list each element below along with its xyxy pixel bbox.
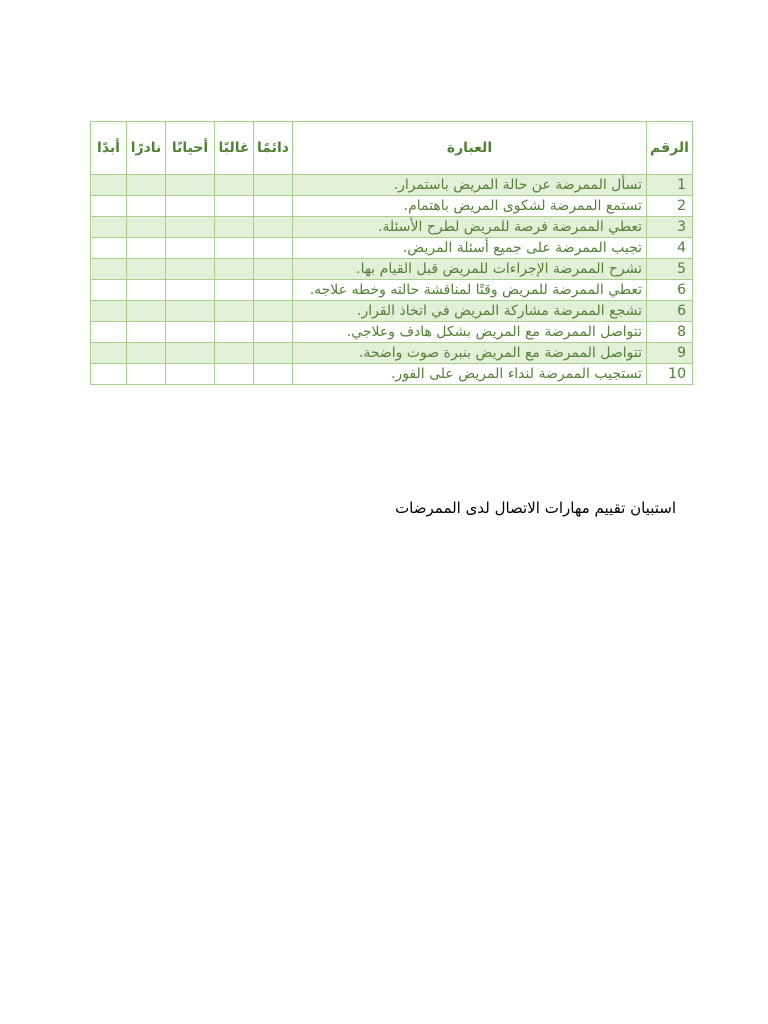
row-number: 2 bbox=[647, 196, 693, 217]
cell-sometimes[interactable] bbox=[166, 343, 215, 364]
table-row bbox=[91, 343, 693, 364]
cell-never[interactable] bbox=[91, 196, 127, 217]
row-statement: تستجيب الممرضة لنداء المريض على الفور. bbox=[293, 364, 647, 385]
cell-always[interactable] bbox=[254, 301, 293, 322]
table-caption: استبيان تقييم مهارات الاتصال لدى الممرضات bbox=[395, 499, 676, 517]
cell-always[interactable] bbox=[254, 280, 293, 301]
table-body bbox=[91, 175, 693, 385]
header-often: غالبًا bbox=[215, 122, 254, 175]
cell-never[interactable] bbox=[91, 238, 127, 259]
row-number: 8 bbox=[647, 322, 693, 343]
header-number: الرقم bbox=[647, 122, 693, 175]
cell-never[interactable] bbox=[91, 364, 127, 385]
row-statement: تعطي الممرضة فرصة للمريض لطرح الأسئلة. bbox=[293, 217, 647, 238]
cell-often[interactable] bbox=[215, 259, 254, 280]
row-number: 6 bbox=[647, 301, 693, 322]
cell-sometimes[interactable] bbox=[166, 196, 215, 217]
cell-rarely[interactable] bbox=[127, 280, 166, 301]
cell-rarely[interactable] bbox=[127, 259, 166, 280]
cell-often[interactable] bbox=[215, 322, 254, 343]
row-statement: تسأل الممرضة عن حالة المريض باستمرار. bbox=[293, 175, 647, 196]
row-statement: تعطي الممرضة للمريض وقتًا لمناقشة حالته وخطه علاجه. bbox=[293, 280, 647, 301]
cell-often[interactable] bbox=[215, 175, 254, 196]
cell-always[interactable] bbox=[254, 364, 293, 385]
cell-never[interactable] bbox=[91, 322, 127, 343]
cell-never[interactable] bbox=[91, 343, 127, 364]
cell-always[interactable] bbox=[254, 217, 293, 238]
row-statement: تتواصل الممرضة مع المريض بشكل هادف وعلاجي. bbox=[293, 322, 647, 343]
cell-always[interactable] bbox=[254, 322, 293, 343]
cell-rarely[interactable] bbox=[127, 364, 166, 385]
survey-table bbox=[90, 121, 693, 385]
cell-often[interactable] bbox=[215, 301, 254, 322]
row-number: 5 bbox=[647, 259, 693, 280]
cell-often[interactable] bbox=[215, 280, 254, 301]
table-header bbox=[91, 122, 693, 175]
header-statement: العبارة bbox=[293, 122, 647, 175]
cell-never[interactable] bbox=[91, 217, 127, 238]
cell-rarely[interactable] bbox=[127, 175, 166, 196]
cell-often[interactable] bbox=[215, 217, 254, 238]
cell-sometimes[interactable] bbox=[166, 217, 215, 238]
cell-always[interactable] bbox=[254, 238, 293, 259]
row-statement: تجيب الممرضة على جميع أسئلة المريض. bbox=[293, 238, 647, 259]
table-row bbox=[91, 280, 693, 301]
table-row bbox=[91, 301, 693, 322]
cell-often[interactable] bbox=[215, 343, 254, 364]
header-always: دائمًا bbox=[254, 122, 293, 175]
table-row bbox=[91, 364, 693, 385]
cell-always[interactable] bbox=[254, 259, 293, 280]
cell-rarely[interactable] bbox=[127, 238, 166, 259]
cell-sometimes[interactable] bbox=[166, 238, 215, 259]
row-number: 4 bbox=[647, 238, 693, 259]
cell-never[interactable] bbox=[91, 175, 127, 196]
row-number: 3 bbox=[647, 217, 693, 238]
row-statement: تشجع الممرضة مشاركة المريض في اتخاذ القرار. bbox=[293, 301, 647, 322]
cell-never[interactable] bbox=[91, 301, 127, 322]
cell-sometimes[interactable] bbox=[166, 364, 215, 385]
cell-never[interactable] bbox=[91, 280, 127, 301]
cell-always[interactable] bbox=[254, 175, 293, 196]
cell-sometimes[interactable] bbox=[166, 175, 215, 196]
row-statement: تتواصل الممرضة مع المريض بنبرة صوت واضحة. bbox=[293, 343, 647, 364]
header-sometimes: أحيانًا bbox=[166, 122, 215, 175]
cell-rarely[interactable] bbox=[127, 322, 166, 343]
table-row bbox=[91, 217, 693, 238]
cell-rarely[interactable] bbox=[127, 217, 166, 238]
cell-always[interactable] bbox=[254, 343, 293, 364]
cell-sometimes[interactable] bbox=[166, 322, 215, 343]
cell-sometimes[interactable] bbox=[166, 259, 215, 280]
cell-sometimes[interactable] bbox=[166, 301, 215, 322]
header-never: أبدًا bbox=[91, 122, 127, 175]
table-row bbox=[91, 238, 693, 259]
header-rarely: نادرًا bbox=[127, 122, 166, 175]
cell-often[interactable] bbox=[215, 364, 254, 385]
row-statement: تستمع الممرضة لشكوى المريض باهتمام. bbox=[293, 196, 647, 217]
table-row bbox=[91, 259, 693, 280]
cell-often[interactable] bbox=[215, 238, 254, 259]
row-number: 9 bbox=[647, 343, 693, 364]
row-statement: تشرح الممرضة الإجراءات للمريض قبل القيام بها. bbox=[293, 259, 647, 280]
row-number: 6 bbox=[647, 280, 693, 301]
cell-never[interactable] bbox=[91, 259, 127, 280]
cell-always[interactable] bbox=[254, 196, 293, 217]
table-row bbox=[91, 175, 693, 196]
cell-rarely[interactable] bbox=[127, 196, 166, 217]
row-number: 10 bbox=[647, 364, 693, 385]
cell-rarely[interactable] bbox=[127, 301, 166, 322]
cell-sometimes[interactable] bbox=[166, 280, 215, 301]
cell-often[interactable] bbox=[215, 196, 254, 217]
cell-rarely[interactable] bbox=[127, 343, 166, 364]
table-row bbox=[91, 322, 693, 343]
table-row bbox=[91, 196, 693, 217]
row-number: 1 bbox=[647, 175, 693, 196]
